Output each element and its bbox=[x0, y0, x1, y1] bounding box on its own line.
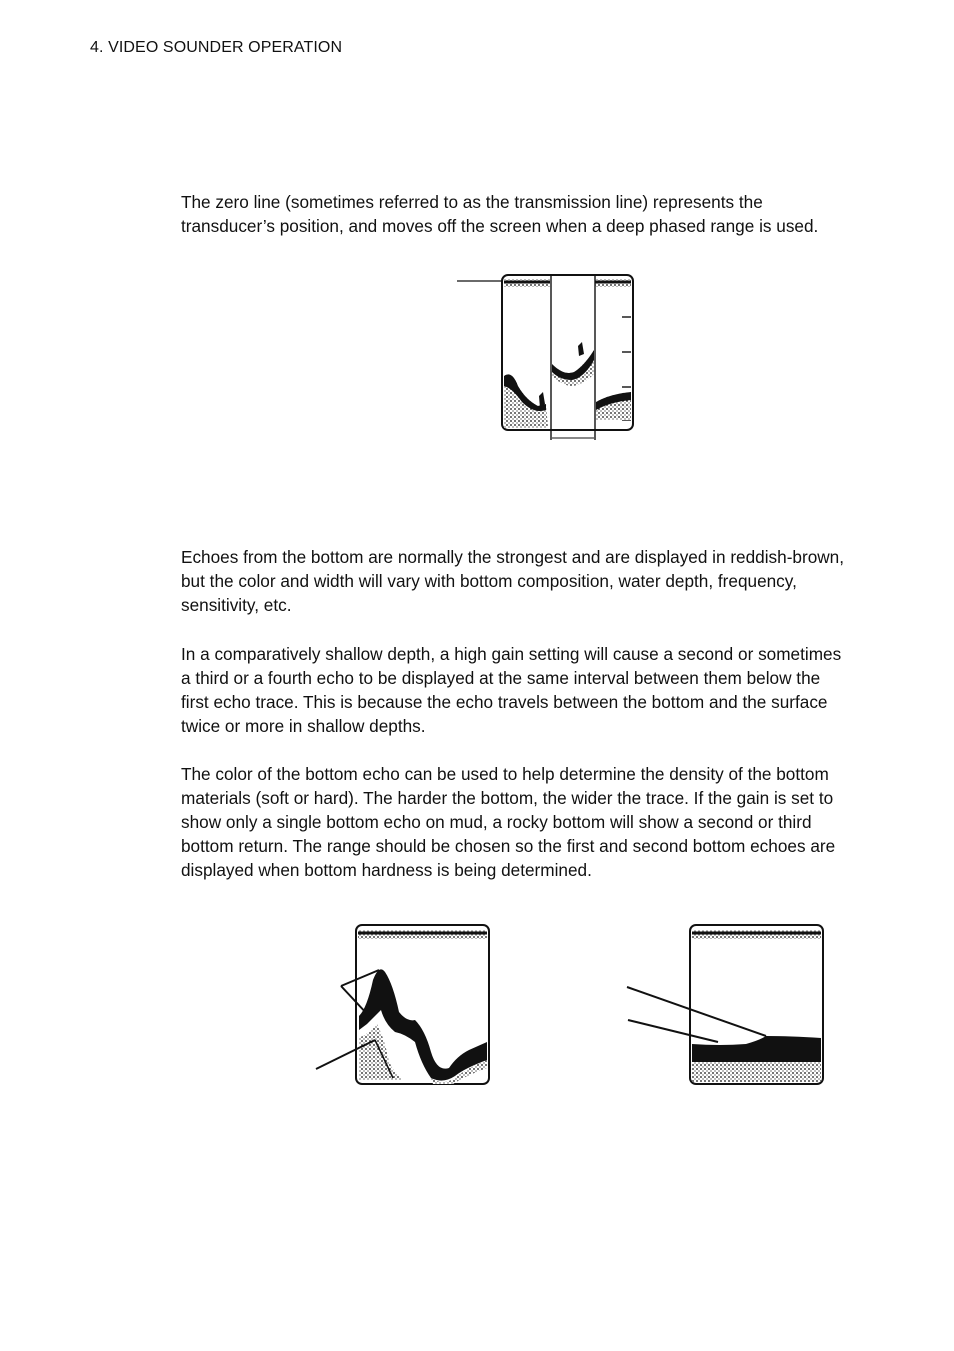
mud-bottom-figure bbox=[620, 912, 832, 1092]
section-header: 4. VIDEO SOUNDER OPERATION bbox=[90, 39, 343, 56]
zero-line-echogram bbox=[450, 268, 642, 448]
zero-line-figure bbox=[450, 268, 642, 448]
rocky-bottom-figure bbox=[285, 912, 500, 1107]
mud-bottom-echogram bbox=[620, 912, 832, 1092]
zero-line-paragraph: The zero line (sometimes referred to as the transmission line) represents the transducer’s position, and moves off the screen when a deep phased range is used. bbox=[181, 192, 819, 236]
bottom-echoes-paragraph: Echoes from the bottom are normally the strongest and are displayed in reddish-brown, but the color and width will vary with bottom composition, water depth, frequency, sensitivity, etc. bbox=[181, 547, 845, 615]
bottom-color-paragraph: The color of the bottom echo can be used to help determine the density of the bottom materials (soft or hard). The harder the bottom, the wider the trace. If the gain is set to show only a single bottom echo on mud, a rocky bottom will show a second or third bottom return. The range should be chosen so the first and second bottom echoes are displayed when bottom hardness is being determined. bbox=[181, 764, 836, 880]
rocky-bottom-echogram bbox=[285, 912, 500, 1107]
shallow-depth-paragraph: In a comparatively shallow depth, a high gain setting will cause a second or sometimes a third or a fourth echo to be displayed at the same interval between them below the first echo trace. This is because the echo travels between the bottom and the surface twice or more in shallow depths. bbox=[181, 644, 842, 736]
